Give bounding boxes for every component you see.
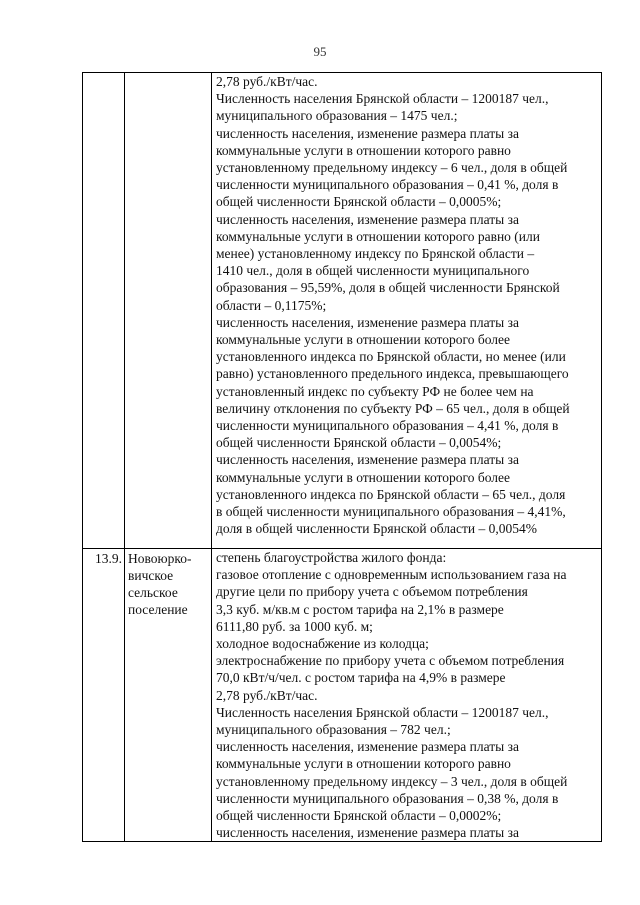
settlement-name [125,73,211,74]
settlement-name [125,549,211,618]
text-line: численность населения, изменение размера платы за [216,452,519,468]
row-number [83,73,124,74]
table-row [83,549,602,842]
text-line: доля в общей численности Брянской области – 0,0054% [216,521,538,537]
text-line: численности муниципального образования – 0,38 %, доля в [216,790,559,806]
table-row [83,73,602,549]
text-line: установленный индекс по субъекту РФ не более чем на [216,383,534,399]
text-line: электроснабжение по прибору учета с объемом потребления [216,653,565,669]
description-text [212,73,601,537]
text-line: установленному предельному индексу – 6 чел., доля в общей [216,160,568,176]
text-line: Численность населения Брянской области – 1200187 чел., [216,704,549,720]
text-line: степень благоустройства жилого фонда: [216,550,447,565]
row-number: 13.9. [95,551,122,566]
text-line: коммунальные услуги в отношении которого более [216,469,510,485]
text-line: газовое отопление с одновременным использованием газа на [216,567,567,583]
settlement-name-cell [125,549,212,842]
text-line: численность населения, изменение размера платы за [216,314,519,330]
text-line: общей численности Брянской области – 0,0002%; [216,808,502,824]
text-line: 2,78 руб./кВт/час. [216,687,318,703]
settlement-name-line: поселение [128,602,188,617]
text-line: Численность населения Брянской области – 1200187 чел., [216,91,549,107]
text-line: 3,3 куб. м/кв.м с ростом тарифа на 2,1% в размере [216,601,504,617]
description-cell [212,73,602,549]
page-number: 95 [313,44,327,59]
text-line: численность населения, изменение размера платы за [216,211,519,227]
settlement-name-line: сельское [128,585,178,600]
row-number-cell [83,549,125,842]
text-line: коммунальные услуги в отношении которого равно [216,756,511,772]
description-cell [212,549,602,842]
text-line: муниципального образования – 1475 чел.; [216,108,458,124]
text-line: 2,78 руб./кВт/час. [216,74,318,89]
text-line: муниципального образования – 782 чел.; [216,722,451,738]
settlement-name-cell [125,73,212,549]
text-line: численности муниципального образования – 4,41 %, доля в [216,418,559,434]
text-line: коммунальные услуги в отношении которого равно [216,142,511,158]
row-number-cell [83,73,125,549]
document-table [82,72,602,842]
text-line: численность населения, изменение размера платы за [216,125,519,141]
text-line: численности муниципального образования – 0,41 %, доля в [216,177,559,193]
text-line: другие цели по прибору учета с объемом потребления [216,584,528,600]
text-line: численность населения, изменение размера платы за [216,825,519,841]
text-line: в общей численности муниципального образования – 4,41%, [216,504,566,520]
text-line: коммунальные услуги в отношении которого равно (или [216,228,540,244]
settlement-name-line: Новоюрко- [128,551,192,566]
text-line: установленного индекса по Брянской области – 65 чел., доля [216,486,566,502]
text-line: общей численности Брянской области – 0,0005%; [216,194,502,210]
settlement-name-line: вичское [128,568,174,583]
text-line: установленному предельному индексу – 3 чел., доля в общей [216,773,568,789]
text-line: образования – 95,59%, доля в общей численности Брянской [216,280,560,296]
text-line: общей численности Брянской области – 0,0054%; [216,435,502,451]
text-line: холодное водоснабжение из колодца; [216,636,429,652]
text-line: равно) установленного предельного индекса, превышающего [216,366,569,382]
description-text [212,549,601,841]
text-line: менее) установленному индексу по Брянской области – [216,246,535,262]
text-line: области – 0,1175%; [216,297,327,313]
text-line: 70,0 кВт/ч/чел. с ростом тарифа на 4,9% в размере [216,670,506,686]
text-line: 6111,80 руб. за 1000 куб. м; [216,618,373,634]
text-line: величину отклонения по субъекту РФ – 65 чел., доля в общей [216,400,570,416]
text-line: 1410 чел., доля в общей численности муниципального [216,263,530,279]
text-line: численность населения, изменение размера платы за [216,739,519,755]
text-line: коммунальные услуги в отношении которого более [216,332,510,348]
text-line: установленного индекса по Брянской области, но менее (или [216,349,566,365]
